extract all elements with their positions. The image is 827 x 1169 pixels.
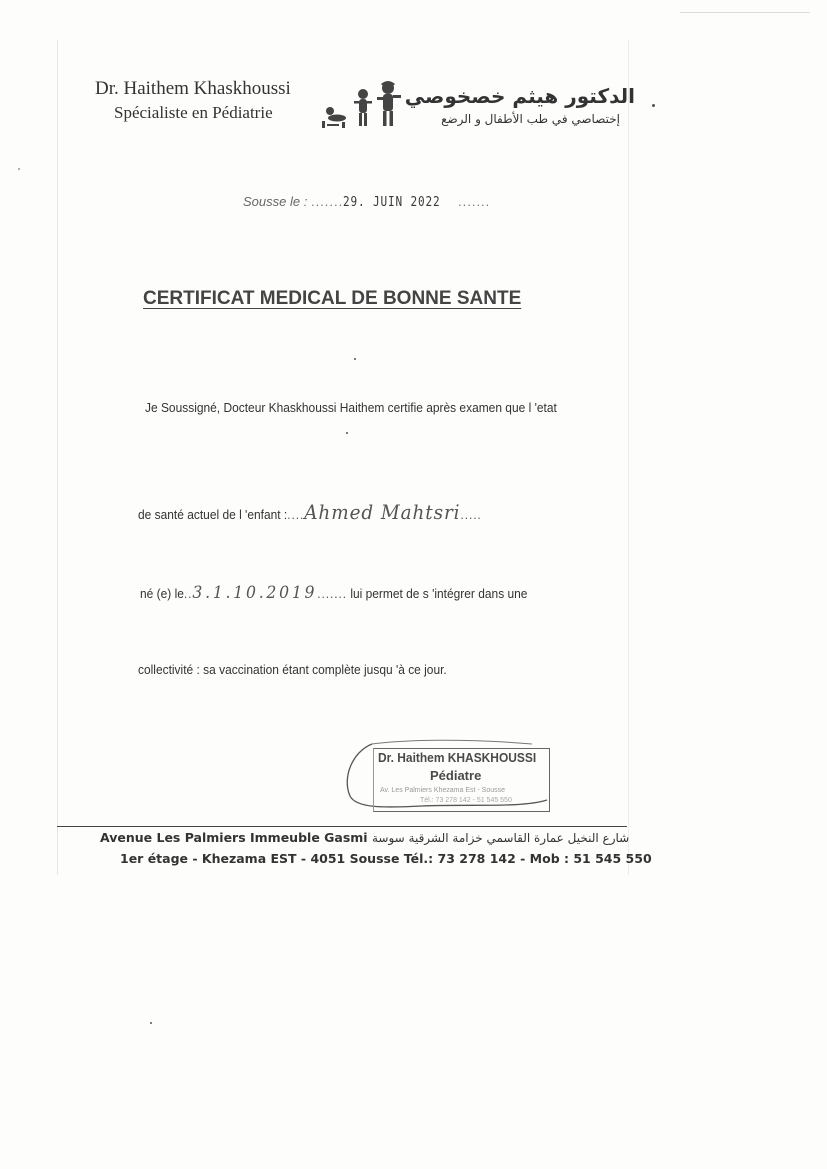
scan-speck [18, 168, 20, 170]
dot-leader: ..... [460, 507, 482, 522]
footer-divider [57, 826, 627, 827]
body-line-4: collectivité : sa vaccination étant complète jusqu 'à ce jour. [138, 662, 447, 677]
birth-date-label: né (e) le [140, 586, 184, 601]
scan-speck [354, 358, 356, 360]
dot-leader: ....... [310, 194, 344, 209]
scan-artifact [680, 12, 810, 13]
doctor-specialty: Spécialiste en Pédiatrie [114, 103, 273, 122]
date-label: Sousse le : [243, 194, 308, 209]
body-line-3-suffix: lui permet de s 'intégrer dans une [350, 586, 528, 601]
footer-address-line-2: 1er étage - Khezama EST - 4051 Sousse Tél.: 73 278 142 - Mob : 51 545 550 [120, 851, 652, 866]
page-edge [57, 40, 58, 875]
stamp-doctor-name: Dr. Haithem KHASKHOUSSI [378, 750, 537, 765]
footer-address-arabic: شارع النخيل عمارة القاسمي خزامة الشرقية سوسة [371, 831, 630, 845]
child-name-handwritten: Ahmed Mahtsri [304, 500, 461, 524]
scan-speck [150, 1022, 152, 1024]
stamp-phone: Tél.: 73 278 142 - 51 545 550 [420, 797, 512, 804]
body-line-2 [138, 500, 482, 524]
date-line [243, 194, 490, 210]
body-line-1: Je Soussigné, Docteur Khaskhoussi Haithem certifie après examen que l 'etat [145, 400, 557, 415]
certificate-title: CERTIFICAT MEDICAL DE BONNE SANTE [143, 288, 522, 309]
dot-leader: ....... [458, 194, 491, 209]
body-line-3 [140, 583, 527, 603]
scan-speck [652, 104, 655, 107]
children-playing-icon [318, 80, 410, 134]
scan-speck [346, 432, 348, 434]
stamp-address: Av. Les Palmiers Khezama Est - Sousse [380, 787, 506, 794]
child-name-label: de santé actuel de l 'enfant : [138, 507, 288, 522]
dot-leader: .... [287, 507, 305, 522]
doctor-name-arabic: الدكتور هيثم خصخوصي [404, 84, 635, 108]
footer-address-french: Avenue Les Palmiers Immeuble Gasmi [100, 830, 368, 845]
stamp-title: Pédiatre [430, 768, 482, 783]
dot-leader: ....... [317, 586, 347, 601]
doctor-specialty-arabic: إختصاصي في طب الأطفال و الرضع [441, 112, 620, 126]
doctor-name: Dr. Haithem Khaskhoussi [95, 78, 291, 99]
page-edge [628, 40, 629, 875]
date-value: 29. JUIN 2022 [343, 195, 441, 210]
birth-date-handwritten: 3.1.10.2019 [192, 583, 318, 603]
dot-leader: .. [183, 586, 193, 601]
footer-address-line-1 [100, 830, 629, 845]
